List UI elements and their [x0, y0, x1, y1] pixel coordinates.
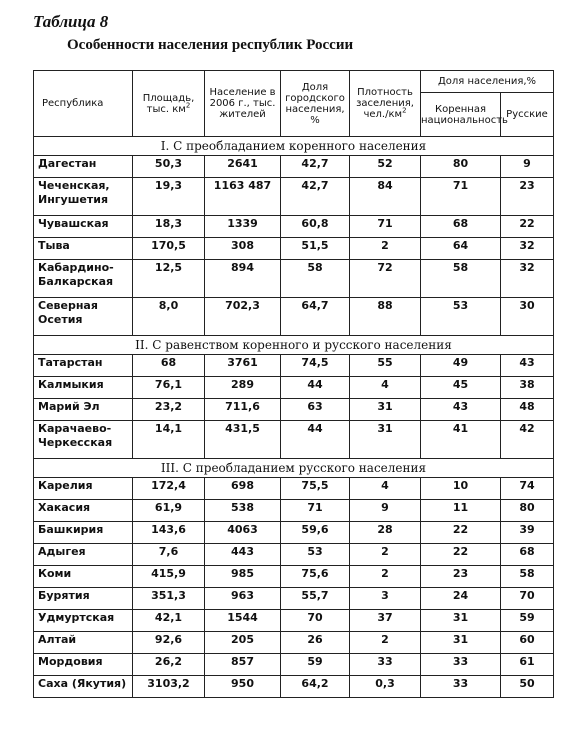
- table-body: [34, 137, 554, 698]
- cell-area: 92,6: [133, 632, 205, 654]
- cell-native-share: 11: [421, 500, 501, 522]
- cell-native-share: 80: [421, 156, 501, 178]
- header-republic: Республика: [34, 71, 133, 137]
- header-native: Коренная национальность: [421, 93, 501, 137]
- cell-russian-share: 48: [501, 399, 554, 421]
- cell-native-share: 31: [421, 632, 501, 654]
- cell-republic-name: Марий Эл: [34, 399, 133, 421]
- cell-population: 443: [205, 544, 281, 566]
- cell-density: 2: [350, 544, 421, 566]
- cell-population: 894: [205, 260, 281, 298]
- table-header: [34, 71, 554, 137]
- cell-republic-name: Татарстан: [34, 355, 133, 377]
- cell-urban-share: 75,5: [281, 478, 350, 500]
- cell-density: 71: [350, 216, 421, 238]
- cell-native-share: 64: [421, 238, 501, 260]
- cell-area: 26,2: [133, 654, 205, 676]
- cell-urban-share: 64,7: [281, 298, 350, 336]
- cell-urban-share: 53: [281, 544, 350, 566]
- cell-population: 985: [205, 566, 281, 588]
- cell-urban-share: 58: [281, 260, 350, 298]
- table-row: [34, 676, 554, 698]
- section-row: [34, 137, 554, 156]
- cell-area: 14,1: [133, 421, 205, 459]
- cell-republic-name: Северная Осетия: [34, 298, 133, 336]
- cell-population: 308: [205, 238, 281, 260]
- cell-urban-share: 26: [281, 632, 350, 654]
- cell-density: 55: [350, 355, 421, 377]
- cell-population: 1339: [205, 216, 281, 238]
- cell-russian-share: 60: [501, 632, 554, 654]
- cell-urban-share: 44: [281, 377, 350, 399]
- cell-russian-share: 32: [501, 238, 554, 260]
- cell-area: 76,1: [133, 377, 205, 399]
- table-row: [34, 156, 554, 178]
- cell-density: 9: [350, 500, 421, 522]
- cell-native-share: 33: [421, 654, 501, 676]
- cell-republic-name: Дагестан: [34, 156, 133, 178]
- table-row: [34, 238, 554, 260]
- cell-area: 170,5: [133, 238, 205, 260]
- cell-density: 31: [350, 399, 421, 421]
- table-row: [34, 377, 554, 399]
- cell-russian-share: 22: [501, 216, 554, 238]
- cell-density: 72: [350, 260, 421, 298]
- header-population-share: Доля населения,%: [421, 71, 554, 93]
- cell-density: 31: [350, 421, 421, 459]
- table-label: Таблица 8: [33, 12, 109, 31]
- cell-russian-share: 32: [501, 260, 554, 298]
- cell-area: 19,3: [133, 178, 205, 216]
- cell-density: 33: [350, 654, 421, 676]
- cell-republic-name: Коми: [34, 566, 133, 588]
- cell-density: 28: [350, 522, 421, 544]
- cell-population: 857: [205, 654, 281, 676]
- cell-population: 3761: [205, 355, 281, 377]
- cell-russian-share: 23: [501, 178, 554, 216]
- cell-native-share: 33: [421, 676, 501, 698]
- cell-native-share: 10: [421, 478, 501, 500]
- cell-russian-share: 42: [501, 421, 554, 459]
- cell-area: 415,9: [133, 566, 205, 588]
- cell-russian-share: 70: [501, 588, 554, 610]
- cell-russian-share: 59: [501, 610, 554, 632]
- table-row: [34, 399, 554, 421]
- table-row: [34, 421, 554, 459]
- section-title: II. С равенством коренного и русского населения: [34, 336, 554, 355]
- cell-density: 2: [350, 566, 421, 588]
- population-table: [33, 70, 554, 698]
- cell-republic-name: Кабардино-Балкарская: [34, 260, 133, 298]
- section-title: I. С преобладанием коренного населения: [34, 137, 554, 156]
- cell-native-share: 71: [421, 178, 501, 216]
- cell-area: 50,3: [133, 156, 205, 178]
- cell-population: 1544: [205, 610, 281, 632]
- cell-russian-share: 61: [501, 654, 554, 676]
- table-row: [34, 632, 554, 654]
- section-title: III. С преобладанием русского населения: [34, 459, 554, 478]
- header-russians: Русские: [501, 93, 554, 137]
- cell-republic-name: Бурятия: [34, 588, 133, 610]
- cell-population: 963: [205, 588, 281, 610]
- table-row: [34, 298, 554, 336]
- cell-density: 3: [350, 588, 421, 610]
- cell-area: 351,3: [133, 588, 205, 610]
- table-row: [34, 355, 554, 377]
- cell-native-share: 22: [421, 544, 501, 566]
- cell-area: 42,1: [133, 610, 205, 632]
- cell-native-share: 31: [421, 610, 501, 632]
- cell-density: 84: [350, 178, 421, 216]
- cell-native-share: 53: [421, 298, 501, 336]
- cell-density: 0,3: [350, 676, 421, 698]
- cell-area: 172,4: [133, 478, 205, 500]
- cell-urban-share: 42,7: [281, 156, 350, 178]
- cell-urban-share: 51,5: [281, 238, 350, 260]
- cell-area: 143,6: [133, 522, 205, 544]
- cell-native-share: 24: [421, 588, 501, 610]
- cell-republic-name: Хакасия: [34, 500, 133, 522]
- cell-republic-name: Калмыкия: [34, 377, 133, 399]
- table-row: [34, 522, 554, 544]
- cell-urban-share: 71: [281, 500, 350, 522]
- cell-urban-share: 44: [281, 421, 350, 459]
- cell-urban-share: 42,7: [281, 178, 350, 216]
- header-urban-share: Доля городского населения, %: [281, 71, 350, 137]
- cell-native-share: 49: [421, 355, 501, 377]
- cell-republic-name: Чеченская, Ингушетия: [34, 178, 133, 216]
- cell-urban-share: 63: [281, 399, 350, 421]
- cell-urban-share: 55,7: [281, 588, 350, 610]
- table-row: [34, 610, 554, 632]
- cell-density: 52: [350, 156, 421, 178]
- cell-native-share: 41: [421, 421, 501, 459]
- cell-density: 37: [350, 610, 421, 632]
- cell-russian-share: 39: [501, 522, 554, 544]
- table-row: [34, 216, 554, 238]
- table-row: [34, 500, 554, 522]
- cell-republic-name: Чувашская: [34, 216, 133, 238]
- cell-population: 950: [205, 676, 281, 698]
- cell-republic-name: Удмуртская: [34, 610, 133, 632]
- cell-area: 8,0: [133, 298, 205, 336]
- cell-urban-share: 59: [281, 654, 350, 676]
- cell-native-share: 22: [421, 522, 501, 544]
- cell-russian-share: 68: [501, 544, 554, 566]
- cell-density: 4: [350, 478, 421, 500]
- table-row: [34, 478, 554, 500]
- cell-republic-name: Саха (Якутия): [34, 676, 133, 698]
- cell-population: 205: [205, 632, 281, 654]
- table-row: [34, 544, 554, 566]
- cell-republic-name: Адыгея: [34, 544, 133, 566]
- cell-population: 1163 487: [205, 178, 281, 216]
- cell-population: 702,3: [205, 298, 281, 336]
- cell-russian-share: 80: [501, 500, 554, 522]
- table-row: [34, 178, 554, 216]
- table-row: [34, 654, 554, 676]
- cell-urban-share: 60,8: [281, 216, 350, 238]
- header-area: Площадь, тыс. $км^2$: [133, 71, 205, 137]
- cell-population: 289: [205, 377, 281, 399]
- cell-area: 3103,2: [133, 676, 205, 698]
- cell-republic-name: Башкирия: [34, 522, 133, 544]
- cell-russian-share: 9: [501, 156, 554, 178]
- cell-area: 7,6: [133, 544, 205, 566]
- cell-urban-share: 59,6: [281, 522, 350, 544]
- cell-population: 431,5: [205, 421, 281, 459]
- cell-russian-share: 43: [501, 355, 554, 377]
- table-title: Особенности населения республик России: [67, 37, 354, 53]
- cell-density: 2: [350, 238, 421, 260]
- cell-population: 4063: [205, 522, 281, 544]
- table-row: [34, 588, 554, 610]
- cell-russian-share: 50: [501, 676, 554, 698]
- cell-russian-share: 58: [501, 566, 554, 588]
- cell-russian-share: 38: [501, 377, 554, 399]
- cell-urban-share: 64,2: [281, 676, 350, 698]
- cell-russian-share: 30: [501, 298, 554, 336]
- cell-area: 23,2: [133, 399, 205, 421]
- cell-russian-share: 74: [501, 478, 554, 500]
- cell-urban-share: 75,6: [281, 566, 350, 588]
- cell-population: 711,6: [205, 399, 281, 421]
- cell-republic-name: Мордовия: [34, 654, 133, 676]
- table-row: [34, 566, 554, 588]
- table-row: [34, 260, 554, 298]
- header-population: Население в 2006 г., тыс. жителей: [205, 71, 281, 137]
- cell-native-share: 58: [421, 260, 501, 298]
- section-row: [34, 336, 554, 355]
- cell-native-share: 45: [421, 377, 501, 399]
- cell-native-share: 43: [421, 399, 501, 421]
- cell-area: 61,9: [133, 500, 205, 522]
- cell-native-share: 23: [421, 566, 501, 588]
- cell-republic-name: Карелия: [34, 478, 133, 500]
- cell-density: 2: [350, 632, 421, 654]
- cell-density: 4: [350, 377, 421, 399]
- cell-urban-share: 70: [281, 610, 350, 632]
- cell-urban-share: 74,5: [281, 355, 350, 377]
- cell-republic-name: Карачаево-Черкесская: [34, 421, 133, 459]
- cell-area: 68: [133, 355, 205, 377]
- cell-population: 2641: [205, 156, 281, 178]
- header-density: Плотность заселения, $чел./км^2$: [350, 71, 421, 137]
- section-row: [34, 459, 554, 478]
- cell-republic-name: Тыва: [34, 238, 133, 260]
- cell-area: 12,5: [133, 260, 205, 298]
- cell-population: 698: [205, 478, 281, 500]
- cell-area: 18,3: [133, 216, 205, 238]
- cell-population: 538: [205, 500, 281, 522]
- cell-republic-name: Алтай: [34, 632, 133, 654]
- cell-native-share: 68: [421, 216, 501, 238]
- cell-density: 88: [350, 298, 421, 336]
